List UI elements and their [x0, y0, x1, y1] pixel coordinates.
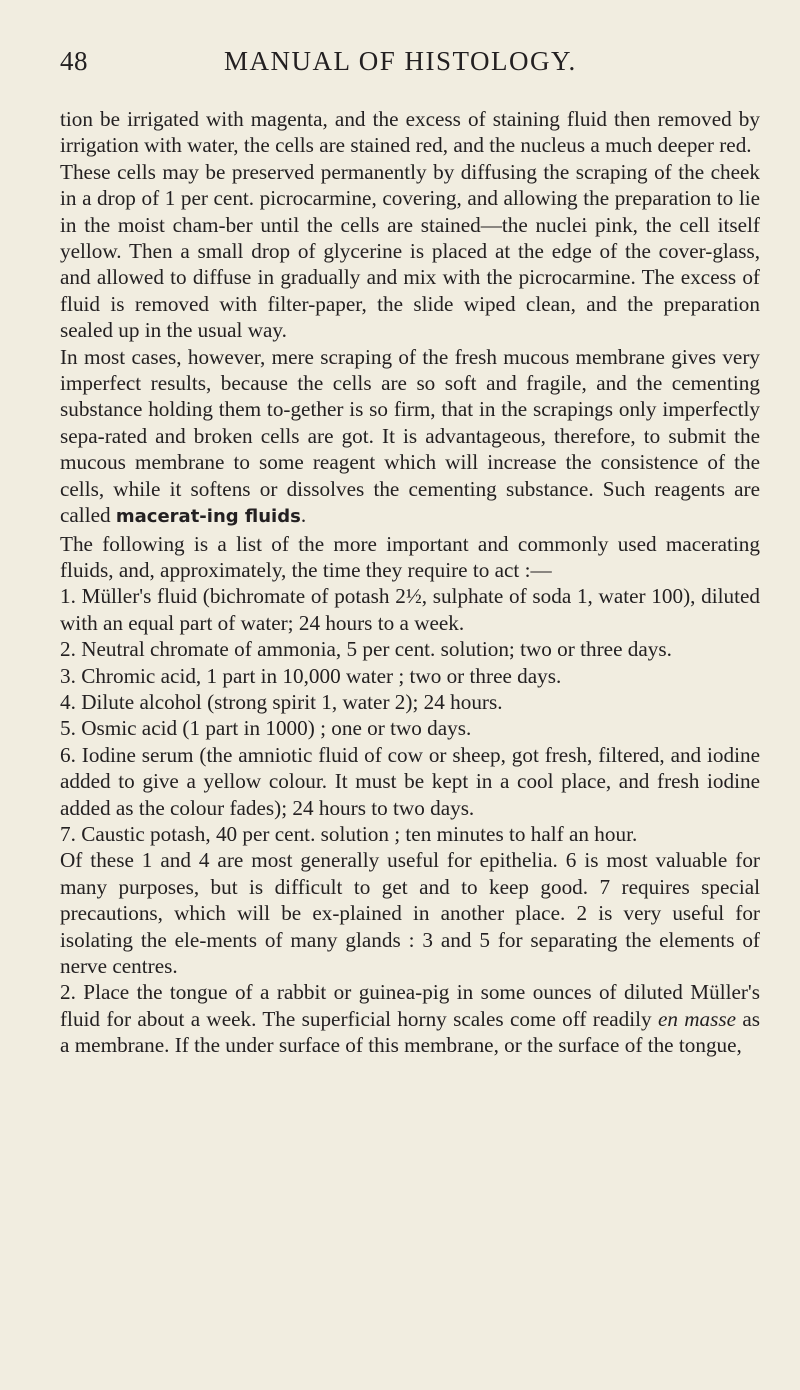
- running-head: [60, 46, 760, 92]
- list-item-5: 5. Osmic acid (1 part in 1000) ; one or two days.: [60, 716, 472, 741]
- list-item-6: 6. Iodine serum (the amniotic fluid of cow or sheep, got fresh, filtered, and iodine added to give a yellow colour. It must be kept in a cool place, and fresh iodine added as the colour fades); 24 hours to two days.: [60, 742, 760, 820]
- body-text: [60, 106, 760, 1059]
- paragraph-1: tion be irrigated with magenta, and the excess of staining fluid then removed by irrigation with water, the cells are stained red, and the nucleus a much deeper red.: [60, 107, 760, 158]
- paragraph-6-end: as a membrane. If the under surface of this membrane, or the surface of the tongue,: [60, 1006, 761, 1058]
- paragraph-6: [60, 979, 760, 1058]
- paragraph-6-text: 2. Place the tongue of a rabbit or guinea-pig in some ounces of diluted Müller's fluid for about a week. The superficial horny scales come off readily: [60, 980, 760, 1031]
- list-item-1: 1. Müller's fluid (bichromate of potash 2½, sulphate of soda 1, water 100), diluted with an equal part of water; 24 hours to a week.: [60, 584, 760, 635]
- list-item-2: 2. Neutral chromate of ammonia, 5 per cent. solution; two or three days.: [60, 637, 672, 662]
- paragraph-3-end: .: [300, 503, 307, 528]
- macerating-fluids-term: macerat-ing fluids: [115, 506, 301, 528]
- en-masse-term: en masse: [657, 1006, 737, 1031]
- page-number: 48: [60, 46, 88, 76]
- paragraph-2: These cells may be preserved permanently by diffusing the scraping of the cheek in a drop of 1 per cent. picrocarmine, covering, and allowing the preparation to lie in the moist cham-ber until the cells are stained—the nuclei pink, the cell itself yellow. Then a small drop of glycerine is placed at the edge of the cover-glass, and allowed to diffuse in gradually and mix with the picrocarmine. The excess of fluid is removed with filter-paper, the slide wiped clean, and the preparation sealed up in the usual way.: [60, 159, 760, 343]
- list-item-7: 7. Caustic potash, 40 per cent. solution ; ten minutes to half an hour.: [60, 821, 638, 846]
- list-item-4: 4. Dilute alcohol (strong spirit 1, water 2); 24 hours.: [60, 689, 503, 714]
- paragraph-3-text: In most cases, however, mere scraping of the fresh mucous membrane gives very imperfect results, because the cells are so soft and fragile, and the cementing substance holding them to-gether is so firm, that in the scrapings only imperfectly sepa-rated and broken cells are got. It is advantageous, therefore, to submit the mucous membrane to some reagent which will increase the consistence of the cells, while it softens or dissolves the cementing substance. Such reagents are called: [60, 344, 760, 528]
- paragraph-4: The following is a list of the more important and commonly used macerating fluids, and, approximately, the time they require to act :—: [60, 531, 760, 582]
- running-title: MANUAL OF HISTOLOGY.: [224, 46, 577, 76]
- paragraph-5: Of these 1 and 4 are most generally useful for epithelia. 6 is most valuable for many purposes, but is difficult to get and to keep good. 7 requires special precautions, which will be ex-plained in another place. 2 is very useful for isolating the ele-ments of many glands : 3 and 5 for separating the elements of nerve centres.: [60, 848, 760, 978]
- list-item-3: 3. Chromic acid, 1 part in 10,000 water ; two or three days.: [60, 663, 562, 688]
- paragraph-3: [60, 344, 760, 531]
